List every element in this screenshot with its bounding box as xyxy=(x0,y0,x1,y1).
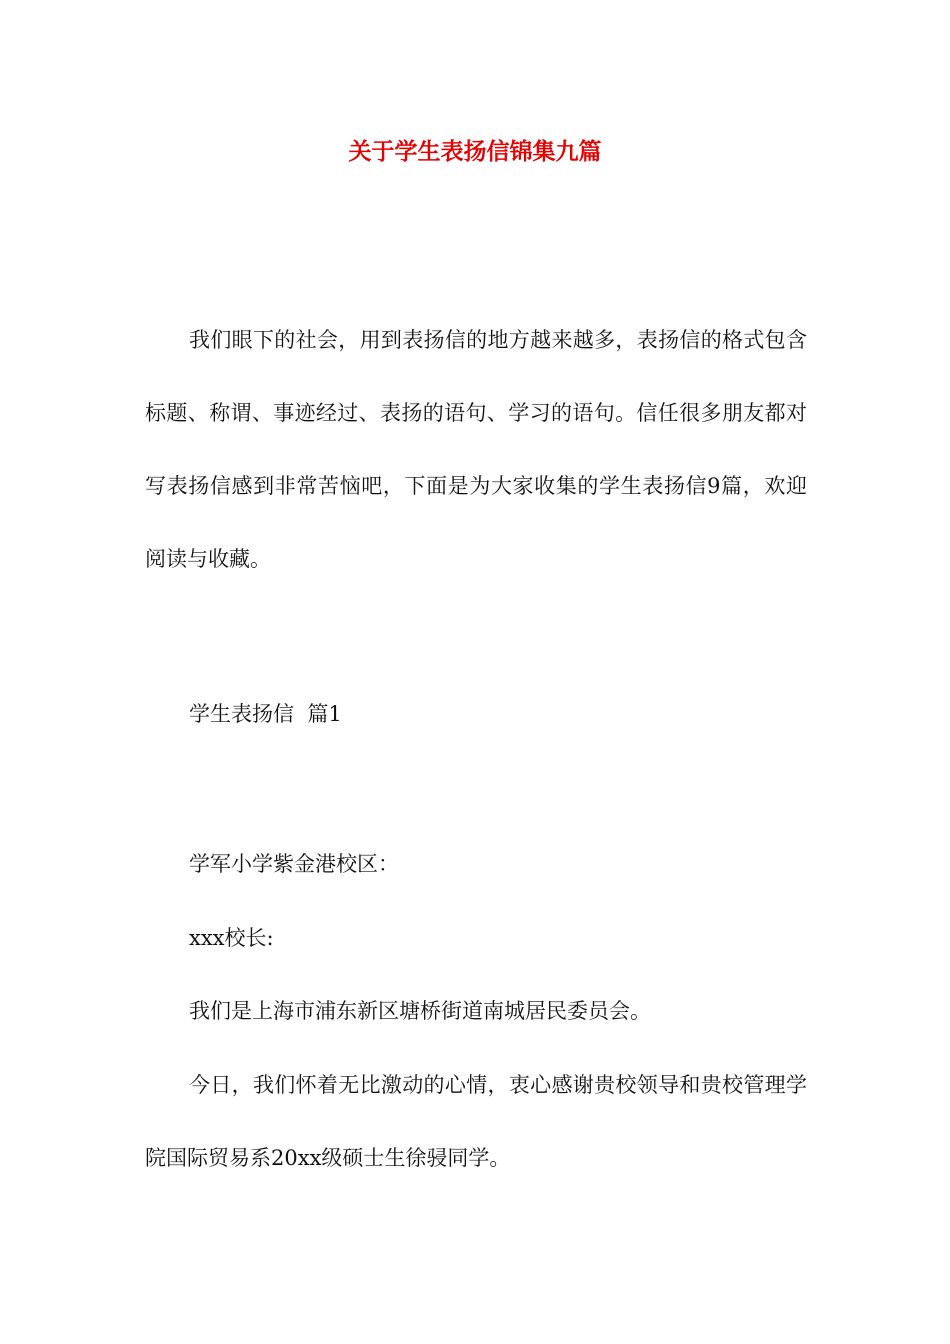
section-heading: 学生表扬信 篇1 xyxy=(189,702,342,726)
salutation-school: 学军小学紫金港校区： xyxy=(189,852,399,876)
body-paragraph-2: 今日，我们怀着无比激动的心情，衷心感谢贵校领导和贵校管理学院国际贸易系20xx级硕士生徐骎同学。 xyxy=(145,1073,807,1170)
body-paragraph-1: 我们是上海市浦东新区塘桥街道南城居民委员会。 xyxy=(189,999,651,1023)
intro-paragraph: 我们眼下的社会，用到表扬信的地方越来越多，表扬信的格式包含标题、称谓、事迹经过、表扬的语句、学习的语句。信任很多朋友都对写表扬信感到非常苦恼吧，下面是为大家收集的学生表扬信9篇，欢迎阅读与收藏。 xyxy=(145,328,807,571)
salutation-principal: xxx校长: xyxy=(189,926,274,950)
document-title: 关于学生表扬信锦集九篇 xyxy=(348,139,602,165)
